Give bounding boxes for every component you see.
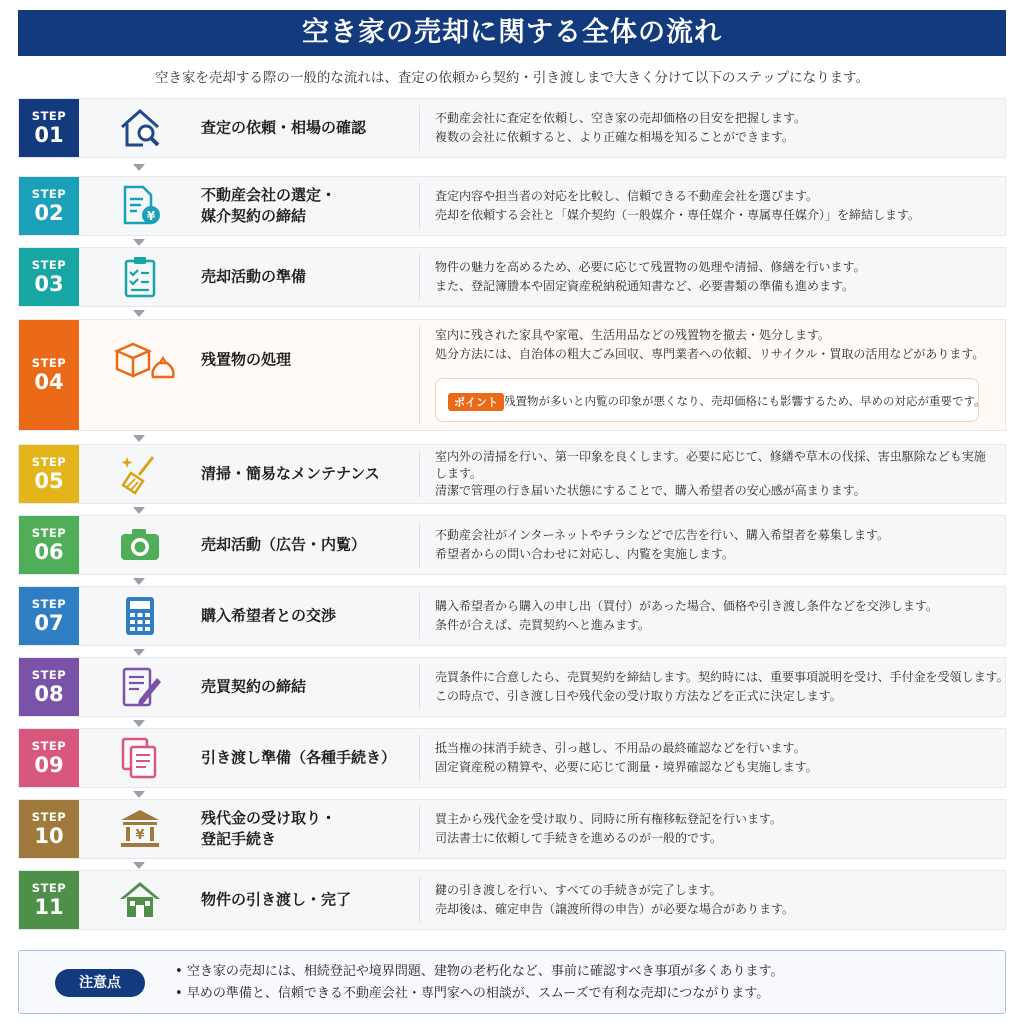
- step-badge: [19, 248, 79, 306]
- arrow-down-icon: [133, 435, 145, 442]
- step-badge: [19, 445, 79, 503]
- step-11: [18, 870, 1006, 930]
- desc-line: 条件が合えば、売買契約へと進みます。: [435, 618, 651, 632]
- desc-line: 売買条件に合意したら、売買契約を締結します。契約時には、重要事項説明を受け、手付金を受領します。: [435, 670, 1009, 684]
- step-badge: [19, 729, 79, 787]
- clipboard-checklist-icon: [117, 254, 163, 300]
- step-number: 08: [34, 682, 64, 706]
- step-badge: [19, 177, 79, 235]
- step-description: [435, 187, 997, 225]
- step-title-line: 売却活動（広告・内覧）: [201, 535, 367, 554]
- desc-line: この時点で、引き渡し日や残代金の受け取り方法などを正式に決定します。: [435, 689, 842, 703]
- step-title-line: 売却活動の準備: [201, 267, 307, 286]
- arrow-down-icon: [133, 507, 145, 514]
- divider: [419, 877, 420, 923]
- desc-line: 室内外の清掃を行い、第一印象を良くします。必要に応じて、修繕や草木の伐採、害虫駆除なども実施します。: [435, 449, 986, 481]
- desc-line: 固定資産税の精算や、必要に応じて測量・境界確認なども実施します。: [435, 760, 818, 774]
- document-yen-icon: [117, 183, 163, 229]
- step-badge: [19, 658, 79, 716]
- step-number: 07: [34, 611, 64, 635]
- page-title: 空き家の売却に関する全体の流れ: [18, 10, 1006, 56]
- step-title: [201, 890, 411, 911]
- step-title: [201, 748, 411, 769]
- arrow-down-icon: [133, 164, 145, 171]
- notes-badge: 注意点: [55, 969, 145, 997]
- step-label: STEP: [31, 810, 67, 824]
- step-label: STEP: [31, 109, 67, 123]
- step-label: STEP: [31, 668, 67, 682]
- step-description: [435, 258, 997, 296]
- step-title: [201, 808, 411, 850]
- divider: [419, 183, 420, 229]
- step-01: [18, 98, 1006, 158]
- step-05: [18, 444, 1006, 504]
- step-description: [435, 810, 997, 848]
- step-label: STEP: [31, 258, 67, 272]
- arrow-down-icon: [133, 862, 145, 869]
- step-number: 03: [34, 272, 64, 296]
- step-title: [201, 677, 411, 698]
- step-number: 10: [34, 824, 64, 848]
- step-title-line: 売買契約の締結: [201, 677, 307, 696]
- note-item: • 早めの準備と、信頼できる不動産会社・専門家への相談が、スムーズで有利な売却につながります。: [175, 983, 784, 1005]
- step-label: STEP: [31, 597, 67, 611]
- page-subtitle: 空き家を売却する際の一般的な流れは、査定の依頼から契約・引き渡しまで大きく分けて以下のステップになります。: [154, 70, 870, 86]
- step-title-line: 購入希望者との交渉: [201, 606, 337, 625]
- svg-text:¥: ¥: [135, 828, 145, 843]
- step-number: 11: [34, 895, 64, 919]
- step-title: [201, 267, 411, 288]
- step-title: [201, 118, 411, 139]
- step-title-line: 引き渡し準備（各種手続き）: [201, 748, 397, 767]
- step-description: [435, 526, 997, 564]
- arrow-down-icon: [133, 649, 145, 656]
- step-04: [18, 319, 1006, 431]
- divider: [419, 451, 420, 497]
- step-title-line: 残置物の処理: [201, 350, 292, 369]
- bank-yen-icon: [117, 806, 163, 852]
- divider: [419, 664, 420, 710]
- divider: [419, 105, 420, 151]
- step-number: 09: [34, 753, 64, 777]
- desc-line: 希望者からの問い合わせに対応し、内覧を実施します。: [435, 547, 735, 561]
- step-description: [435, 109, 997, 147]
- note-item: • 空き家の売却には、相続登記や境界問題、建物の老朽化など、事前に確認すべき事項が多くあります。: [175, 961, 784, 983]
- arrow-down-icon: [133, 791, 145, 798]
- house-search-icon: [117, 105, 163, 151]
- step-number: 06: [34, 540, 64, 564]
- step-description: [435, 739, 997, 777]
- step-title-line: 物件の引き渡し・完了: [201, 890, 352, 909]
- contract-pen-icon: [117, 664, 163, 710]
- step-06: [18, 515, 1006, 575]
- step-title: [201, 350, 411, 371]
- notes-box: [18, 950, 1006, 1014]
- box-and-bag-icon: [111, 337, 183, 383]
- desc-line: 複数の会社に依頼すると、より正確な相場を知ることができます。: [435, 130, 795, 144]
- step-badge: [19, 516, 79, 574]
- step-number: 05: [34, 469, 64, 493]
- step-title-line: 査定の依頼・相場の確認: [201, 118, 367, 137]
- desc-line: 査定内容や担当者の対応を比較し、信頼できる不動産会社を選びます。: [435, 189, 819, 203]
- step-label: STEP: [31, 881, 67, 895]
- step-label: STEP: [31, 526, 67, 540]
- desc-line: 清潔で管理の行き届いた状態にすることで、購入希望者の安心感が高まります。: [435, 483, 866, 498]
- calculator-icon: [117, 593, 163, 639]
- step-number: 01: [34, 123, 64, 147]
- desc-line: 司法書士に依頼して手続きを進めるのが一般的です。: [435, 831, 723, 845]
- step-title: [201, 606, 411, 627]
- desc-line: 買主から残代金を受け取り、同時に所有権移転登記を行います。: [435, 812, 783, 826]
- step-title: [201, 535, 411, 556]
- divider: [419, 326, 420, 424]
- documents-icon: [117, 735, 163, 781]
- step-description: [435, 449, 997, 500]
- step-title: [201, 464, 411, 485]
- divider: [419, 254, 420, 300]
- svg-text:¥: ¥: [146, 209, 156, 223]
- step-badge: [19, 587, 79, 645]
- desc-line: 室内に残された家具や家電、生活用品などの残置物を撤去・処分します。: [435, 328, 831, 342]
- step-title: [201, 185, 411, 227]
- arrow-down-icon: [133, 310, 145, 317]
- point-tag: ポイント: [448, 393, 504, 411]
- desc-line: また、登記簿謄本や固定資産税納税通知書など、必要書類の準備も進めます。: [435, 279, 855, 293]
- step-07: [18, 586, 1006, 646]
- desc-line: 不動産会社がインターネットやチラシなどで広告を行い、購入希望者を募集します。: [435, 528, 889, 542]
- step-badge: [19, 99, 79, 157]
- step-label: STEP: [31, 187, 67, 201]
- step-description: [435, 597, 997, 635]
- step-02: [18, 176, 1006, 236]
- step-number: 04: [34, 370, 64, 394]
- step-description: [435, 881, 997, 919]
- step-description: [435, 326, 997, 364]
- divider: [419, 806, 420, 852]
- step-label: STEP: [31, 455, 67, 469]
- step-number: 02: [34, 201, 64, 225]
- arrow-down-icon: [133, 720, 145, 727]
- step-title-line: 不動産会社の選定・: [201, 186, 337, 204]
- desc-line: 処分方法には、自治体の粗大ごみ回収、専門業者への依頼、リサイクル・買取の活用などがあります。: [435, 347, 985, 361]
- desc-line: 購入希望者から購入の申し出（買付）があった場合、価格や引き渡し条件などを交渉します。: [435, 599, 938, 613]
- desc-line: 抵当権の抹消手続き、引っ越し、不用品の最終確認などを行います。: [435, 741, 806, 755]
- camera-icon: [117, 522, 163, 568]
- step-description: [435, 668, 1009, 706]
- step-title-line: 媒介契約の締結: [201, 207, 307, 225]
- divider: [419, 735, 420, 781]
- house-icon: [117, 877, 163, 923]
- divider: [419, 593, 420, 639]
- point-box: [435, 378, 986, 422]
- step-title-line: 残代金の受け取り・: [201, 809, 337, 827]
- step-03: [18, 247, 1006, 307]
- desc-line: 物件の魅力を高めるため、必要に応じて残置物の処理や清掃、修繕を行います。: [435, 260, 866, 274]
- arrow-down-icon: [133, 239, 145, 246]
- desc-line: 不動産会社に査定を依頼し、空き家の売却価格の目安を把握します。: [435, 111, 807, 125]
- step-title-line: 清掃・簡易なメンテナンス: [201, 464, 380, 483]
- step-title-line: 登記手続き: [201, 830, 277, 848]
- step-label: STEP: [31, 739, 67, 753]
- notes-list: [175, 961, 784, 1005]
- divider: [419, 522, 420, 568]
- desc-line: 鍵の引き渡しを行い、すべての手続きが完了します。: [435, 883, 722, 897]
- step-08: [18, 657, 1009, 717]
- desc-line: 売却後は、確定申告（譲渡所得の申告）が必要な場合があります。: [435, 902, 795, 916]
- step-badge: [19, 800, 79, 858]
- point-text: 残置物が多いと内覧の印象が悪くなり、売却価格にも影響するため、早めの対応が重要です。: [504, 394, 986, 408]
- arrow-down-icon: [133, 578, 145, 585]
- step-badge: [19, 871, 79, 929]
- step-10: [18, 799, 1006, 859]
- step-label: STEP: [31, 356, 67, 370]
- step-09: [18, 728, 1006, 788]
- step-badge: [19, 320, 79, 430]
- broom-icon: [117, 451, 163, 497]
- desc-line: 売却を依頼する会社と「媒介契約（一般媒介・専任媒介・専属専任媒介）」を締結します。: [435, 208, 921, 222]
